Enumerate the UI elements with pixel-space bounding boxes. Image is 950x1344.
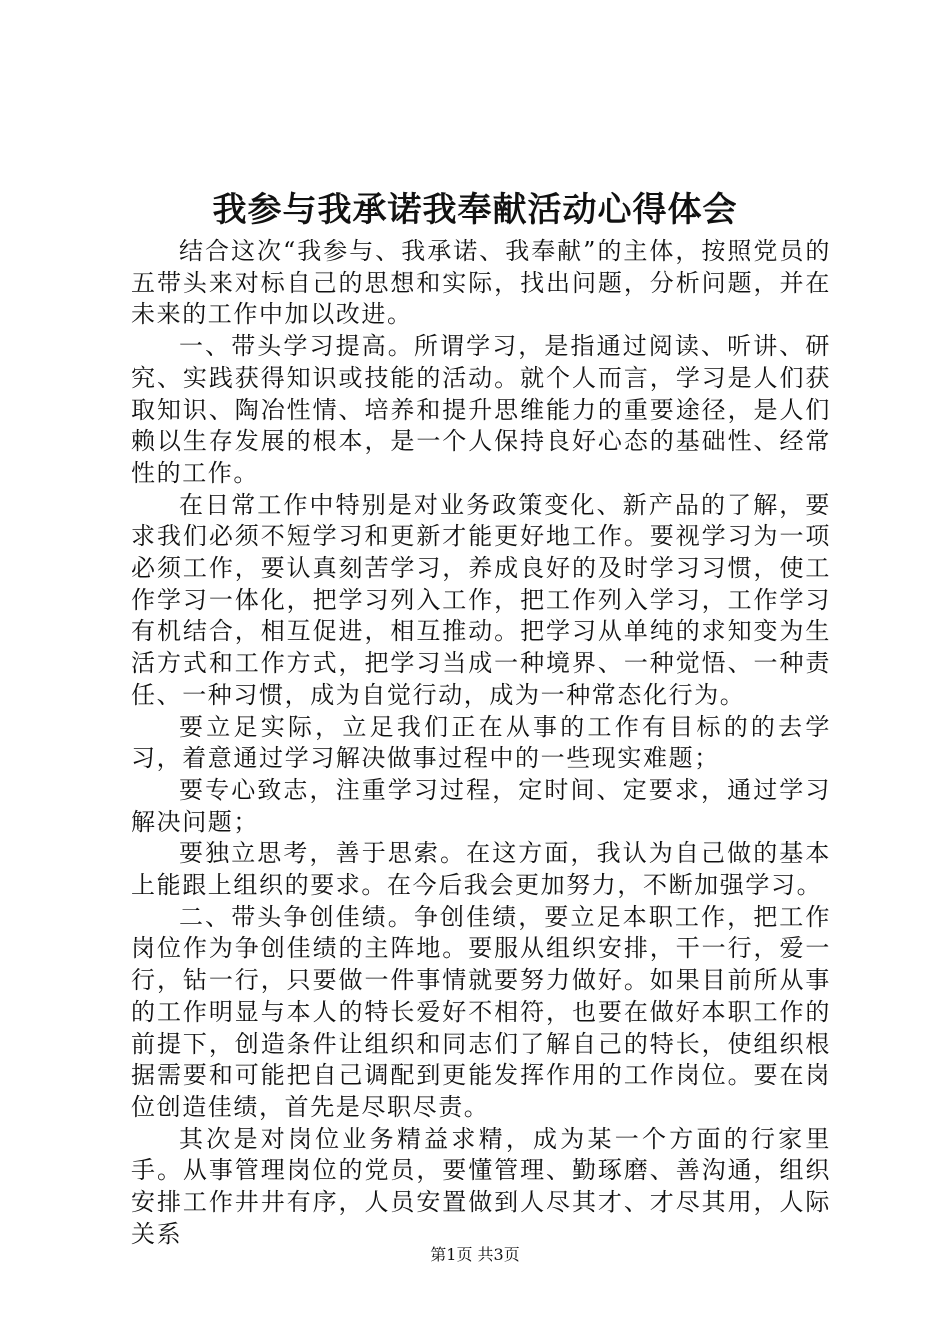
paragraph-section-1: 一、带头学习提高。所谓学习，是指通过阅读、听讲、研究、实践获得知识或技能的活动。就个人而言，学习是人们获取知识、陶冶性情、培养和提升思维能力的重要途径，是人们赖以生存发展的根本，是一个人保持良好心态的基础性、经常性的工作。 [131,332,831,487]
page-footer: 第1页 共3页 [430,1245,520,1264]
document-body [131,236,831,1251]
paragraph-section-2: 二、带头争创佳绩。争创佳绩，要立足本职工作，把工作岗位作为争创佳绩的主阵地。要服从组织安排，干一行，爱一行，钻一行，只要做一件事情就要努力做好。如果目前所从事的工作明显与本人的特长爱好不相符，也要在做好本职工作的前提下，创造条件让组织和同志们了解自己的特长，使组织根据需要和可能把自己调配到更能发挥作用的工作岗位。要在岗位创造佳绩，首先是尽职尽责。 [131,902,831,1121]
paragraph-secondly: 其次是对岗位业务精益求精，成为某一个方面的行家里手。从事管理岗位的党员，要懂管理、勤琢磨、善沟通，组织安排工作井井有序，人员安置做到人尽其才、才尽其用，人际关系 [131,1124,831,1248]
paragraph-practical: 要立足实际，立足我们正在从事的工作有目标的的去学习，着意通过学习解决做事过程中的一些现实难题； [131,712,831,773]
document-title: 我参与我承诺我奉献活动心得体会 [212,190,738,230]
paragraph-focus: 要专心致志，注重学习过程，定时间、定要求，通过学习解决问题； [131,775,831,836]
paragraph-intro: 结合这次“我参与、我承诺、我奉献”的主体，按照党员的五带头来对标自己的思想和实际，找出问题，分析问题，并在未来的工作中加以改进。 [131,237,831,329]
paragraph-independent: 要独立思考，善于思索。在这方面，我认为自己做的基本上能跟上组织的要求。在今后我会更加努力，不断加强学习。 [131,839,831,900]
paragraph-daily-work: 在日常工作中特别是对业务政策变化、新产品的了解，要求我们必须不短学习和更新才能更好地工作。要视学习为一项必须工作，要认真刻苦学习，养成良好的及时学习习惯，使工作学习一体化，把学习列入工作，把工作列入学习，工作学习有机结合，相互促进，相互推动。把学习从单纯的求知变为生活方式和工作方式，把学习当成一种境界、一种觉悟、一种责任、一种习惯，成为自觉行动，成为一种常态化行为。 [131,490,831,709]
